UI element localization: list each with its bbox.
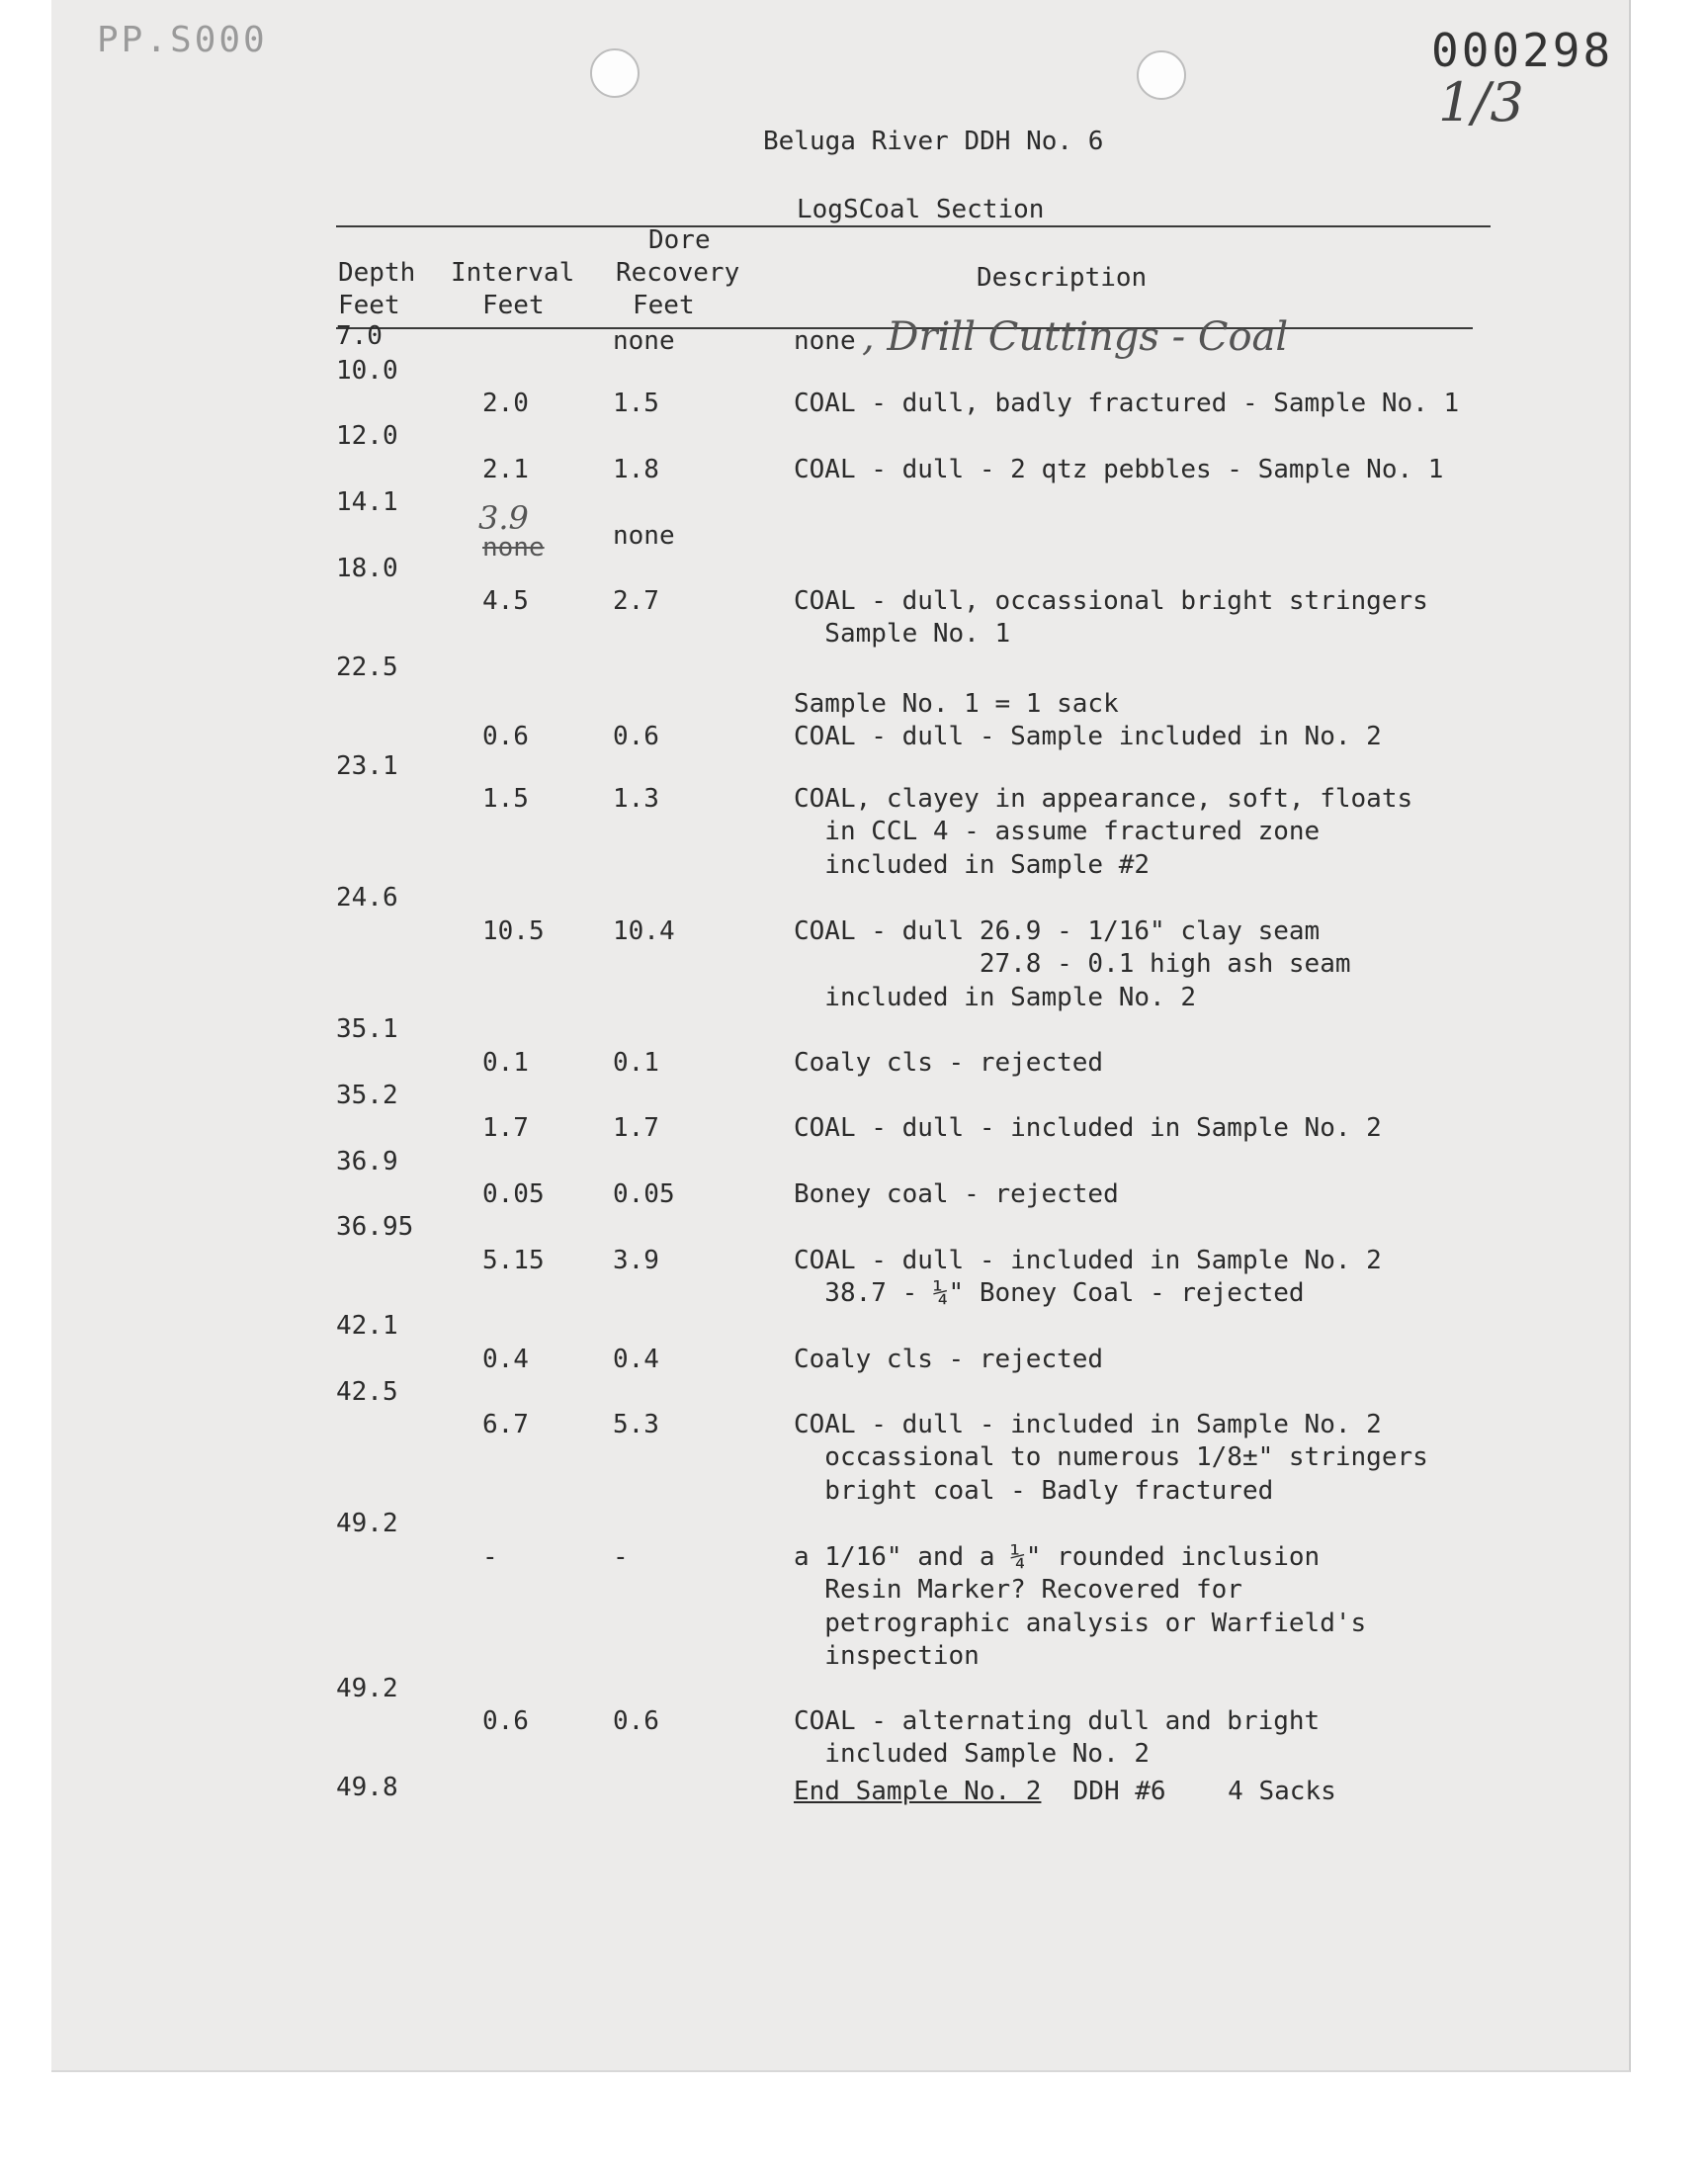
description-line: a 1/16" and a ¼" rounded inclusion (794, 1542, 1321, 1572)
recovery-value: 1.5 (613, 389, 659, 418)
description-line: inspection (794, 1640, 980, 1671)
depth-value: 14.1 (336, 487, 398, 517)
description-line: bright coal - Badly fractured (794, 1475, 1274, 1506)
depth-value: 18.0 (336, 554, 398, 583)
handwritten-annotation: , Drill Cuttings - Coal (862, 314, 1289, 360)
description-line: COAL - dull, occassional bright stringers (794, 586, 1428, 616)
bates-stamp-number: 000298 (1431, 24, 1614, 77)
recovery-value: 0.05 (613, 1179, 675, 1209)
recovery-value: none (613, 521, 675, 551)
description-line: occassional to numerous 1/8±" stringers (794, 1442, 1428, 1473)
depth-value: 49.2 (336, 1509, 398, 1538)
header-interval-2: Feet (482, 291, 545, 320)
interval-value: 0.1 (482, 1048, 529, 1078)
depth-value: 49.8 (336, 1773, 398, 1802)
bates-stamp-faded: PP.S000 (97, 20, 268, 60)
depth-value: 22.5 (336, 652, 398, 682)
description-line: petrographic analysis or Warfield's (794, 1608, 1367, 1638)
description-line: included Sample No. 2 (794, 1739, 1151, 1770)
description-line: included in Sample #2 (794, 849, 1151, 880)
depth-value: 35.1 (336, 1014, 398, 1044)
header-depth-2: Feet (338, 291, 400, 320)
depth-value: 36.95 (336, 1212, 414, 1242)
description-line: COAL - dull 26.9 - 1/16" clay seam (794, 916, 1321, 946)
recovery-value: 1.3 (613, 784, 659, 814)
sample-note: Sample No. 1 = 1 sack (794, 689, 1119, 719)
interval-value: 0.4 (482, 1345, 529, 1374)
description-line: COAL - dull - included in Sample No. 2 (794, 1246, 1382, 1275)
recovery-value: none (613, 326, 675, 356)
interval-value: 10.5 (482, 916, 545, 946)
header-description: Description (977, 263, 1148, 293)
section-title: LogSCoal Section (797, 195, 1045, 224)
header-recovery-2: Recovery (616, 258, 740, 288)
description-line: COAL - dull, badly fractured - Sample No. 1 (794, 389, 1460, 418)
end-sample-tail: DDH #6 4 Sacks (1058, 1777, 1336, 1806)
description-line: Boney coal - rejected (794, 1179, 1119, 1209)
interval-value: 1.5 (482, 784, 529, 814)
depth-value: 7.0 (336, 321, 383, 351)
description-line: COAL - dull - Sample included in No. 2 (794, 722, 1382, 751)
depth-value: 42.5 (336, 1377, 398, 1407)
recovery-value: 0.6 (613, 722, 659, 751)
depth-value: 24.6 (336, 883, 398, 913)
handwritten-page-fraction: 1/3 (1438, 71, 1524, 133)
description-line: Coaly cls - rejected (794, 1345, 1104, 1374)
recovery-value: 0.6 (613, 1706, 659, 1736)
header-recovery-3: Feet (633, 291, 695, 320)
depth-value: 42.1 (336, 1311, 398, 1341)
recovery-value: 5.3 (613, 1410, 659, 1439)
recovery-value: - (613, 1542, 629, 1572)
recovery-value: 3.9 (613, 1246, 659, 1275)
header-interval-1: Interval (451, 258, 575, 288)
description-line: in CCL 4 - assume fractured zone (794, 817, 1321, 847)
recovery-value: 10.4 (613, 916, 675, 946)
header-depth-1: Depth (338, 258, 416, 288)
description-line: COAL, clayey in appearance, soft, floats (794, 784, 1413, 814)
recovery-value: 1.7 (613, 1113, 659, 1143)
punch-hole-left (590, 48, 640, 98)
interval-value: 0.6 (482, 1706, 529, 1736)
depth-value: 12.0 (336, 421, 398, 451)
recovery-value: 2.7 (613, 586, 659, 616)
interval-value: 6.7 (482, 1410, 529, 1439)
description-line: Resin Marker? Recovered for (794, 1575, 1242, 1606)
handwritten-correction: 3.9 (478, 499, 529, 537)
description-line: Coaly cls - rejected (794, 1048, 1104, 1078)
end-sample-label: End Sample No. 2 (794, 1777, 1042, 1806)
recovery-value: 1.8 (613, 455, 659, 484)
depth-value: 35.2 (336, 1081, 398, 1110)
description-line: 27.8 - 0.1 high ash seam (794, 949, 1351, 980)
interval-value: - (482, 1542, 498, 1572)
header-recovery-1: Dore (648, 225, 711, 255)
recovery-value: 0.1 (613, 1048, 659, 1078)
description-line: COAL - dull - included in Sample No. 2 (794, 1410, 1382, 1439)
description-line: 38.7 - ¼" Boney Coal - rejected (794, 1278, 1305, 1309)
recovery-value: 0.4 (613, 1345, 659, 1374)
interval-value: 5.15 (482, 1246, 545, 1275)
description-line: Sample No. 1 (794, 619, 1011, 650)
interval-value: 0.05 (482, 1179, 545, 1209)
interval-value: 4.5 (482, 586, 529, 616)
depth-value: 36.9 (336, 1147, 398, 1176)
document-title: Beluga River DDH No. 6 (763, 127, 1104, 156)
interval-value: 2.1 (482, 455, 529, 484)
punch-hole-right (1137, 50, 1186, 100)
header-rule-top (336, 225, 1491, 227)
interval-value: 1.7 (482, 1113, 529, 1143)
description-line: COAL - dull - 2 qtz pebbles - Sample No. 1 (794, 455, 1444, 484)
depth-value: 10.0 (336, 356, 398, 386)
description-line: COAL - dull - included in Sample No. 2 (794, 1113, 1382, 1143)
interval-value: 0.6 (482, 722, 529, 751)
interval-value: 2.0 (482, 389, 529, 418)
description-line: none (794, 326, 856, 356)
interval-value-struck: none (482, 533, 545, 563)
description-line: COAL - alternating dull and bright (794, 1706, 1321, 1736)
depth-value: 49.2 (336, 1674, 398, 1703)
description-line: included in Sample No. 2 (794, 982, 1196, 1012)
depth-value: 23.1 (336, 751, 398, 781)
